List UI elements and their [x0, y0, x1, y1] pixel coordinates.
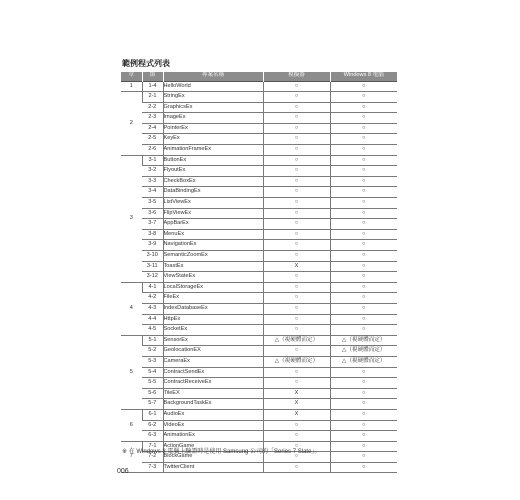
chapter-cell: 3 — [121, 155, 142, 282]
section-cell: 3-3 — [142, 176, 163, 187]
project-name-cell: BlockGame — [163, 452, 263, 463]
col-header-project: 專案名稱 — [163, 72, 263, 81]
project-name-cell: CameraEx — [163, 356, 263, 367]
project-name-cell: HttpEx — [163, 314, 263, 325]
windows8-support-cell: ○ — [330, 462, 397, 473]
emulator-support-cell: ○ — [263, 187, 330, 198]
section-cell: 2-2 — [142, 102, 163, 113]
section-cell: 5-2 — [142, 346, 163, 357]
footnote: ※ 在 Windows 8 電腦上驗證時是使用 Samsung 公司的「Series 7 Slate」。 — [122, 449, 321, 455]
section-cell: 3-7 — [142, 219, 163, 230]
windows8-support-cell: △（視硬體而定） — [330, 356, 397, 367]
project-name-cell: GraphicsEx — [163, 102, 263, 113]
table-row — [121, 113, 397, 124]
project-name-cell: AppBarEx — [163, 219, 263, 230]
emulator-support-cell: ○ — [263, 452, 330, 463]
windows8-support-cell: ○ — [330, 166, 397, 177]
project-name-cell: VideoEx — [163, 420, 263, 431]
emulator-support-cell: ○ — [263, 240, 330, 251]
table-row — [121, 282, 397, 293]
section-cell: 4-5 — [142, 325, 163, 336]
table-row — [121, 293, 397, 304]
table-row — [121, 155, 397, 166]
section-cell: 6-3 — [142, 431, 163, 442]
windows8-support-cell: ○ — [330, 81, 397, 92]
emulator-support-cell: ○ — [263, 346, 330, 357]
windows8-support-cell: ○ — [330, 441, 397, 452]
table-row — [121, 388, 397, 399]
emulator-support-cell: ○ — [263, 229, 330, 240]
page-number: 006 — [117, 468, 129, 475]
section-cell: 1-4 — [142, 81, 163, 92]
windows8-support-cell: ○ — [330, 187, 397, 198]
col-header-section: 節 — [142, 72, 163, 81]
windows8-support-cell: ○ — [330, 113, 397, 124]
project-name-cell: BackgroundTaskEx — [163, 399, 263, 410]
project-name-cell: ToastEx — [163, 261, 263, 272]
section-cell: 3-1 — [142, 155, 163, 166]
emulator-support-cell: ○ — [263, 145, 330, 156]
project-name-cell: PointerEx — [163, 123, 263, 134]
windows8-support-cell: ○ — [330, 431, 397, 442]
project-name-cell: ContractReceiveEx — [163, 378, 263, 389]
windows8-support-cell: ○ — [330, 208, 397, 219]
project-name-cell: FileEx — [163, 293, 263, 304]
emulator-support-cell: ○ — [263, 92, 330, 103]
windows8-support-cell: ○ — [330, 198, 397, 209]
windows8-support-cell: ○ — [330, 367, 397, 378]
project-name-cell: ListViewEx — [163, 198, 263, 209]
table-row — [121, 261, 397, 272]
emulator-support-cell: X — [263, 261, 330, 272]
emulator-support-cell: ○ — [263, 113, 330, 124]
table-row — [121, 431, 397, 442]
windows8-support-cell: ○ — [330, 251, 397, 262]
project-name-cell: AnimationFrameEx — [163, 145, 263, 156]
windows8-support-cell: ○ — [330, 452, 397, 463]
emulator-support-cell: ○ — [263, 208, 330, 219]
table-row — [121, 187, 397, 198]
windows8-support-cell: ○ — [330, 219, 397, 230]
section-cell: 2-5 — [142, 134, 163, 145]
project-name-cell: ImageEx — [163, 113, 263, 124]
table-row — [121, 346, 397, 357]
section-cell: 7-1 — [142, 441, 163, 452]
table-row — [121, 208, 397, 219]
windows8-support-cell: ○ — [330, 409, 397, 420]
project-name-cell: AudioEx — [163, 409, 263, 420]
emulator-support-cell: ○ — [263, 314, 330, 325]
section-cell: 3-6 — [142, 208, 163, 219]
emulator-support-cell: ○ — [263, 272, 330, 283]
project-name-cell: FlipViewEx — [163, 208, 263, 219]
project-name-cell: StringEx — [163, 92, 263, 103]
windows8-support-cell: ○ — [330, 261, 397, 272]
section-cell: 4-1 — [142, 282, 163, 293]
emulator-support-cell: ○ — [263, 198, 330, 209]
project-name-cell: TwitterClient — [163, 462, 263, 473]
emulator-support-cell: ○ — [263, 176, 330, 187]
project-name-cell: CheckBoxEx — [163, 176, 263, 187]
section-cell: 4-3 — [142, 303, 163, 314]
windows8-support-cell: ○ — [330, 399, 397, 410]
section-cell: 4-4 — [142, 314, 163, 325]
section-cell: 3-4 — [142, 187, 163, 198]
emulator-support-cell: X — [263, 388, 330, 399]
table-header-row — [121, 72, 397, 81]
table-row — [121, 399, 397, 410]
chapter-cell: 2 — [121, 92, 142, 156]
chapter-cell: 4 — [121, 282, 142, 335]
table-body — [121, 81, 397, 473]
project-name-cell: SemanticZoomEx — [163, 251, 263, 262]
section-cell: 2-6 — [142, 145, 163, 156]
section-cell: 3-11 — [142, 261, 163, 272]
windows8-support-cell: ○ — [330, 282, 397, 293]
project-name-cell: SensorEx — [163, 335, 263, 346]
emulator-support-cell: ○ — [263, 462, 330, 473]
table-row — [121, 166, 397, 177]
windows8-support-cell: ○ — [330, 123, 397, 134]
col-header-chapter: 章 — [121, 72, 142, 81]
windows8-support-cell: ○ — [330, 229, 397, 240]
table-row — [121, 356, 397, 367]
program-list-table — [121, 72, 397, 473]
table-row — [121, 219, 397, 230]
section-cell: 5-4 — [142, 367, 163, 378]
windows8-support-cell: ○ — [330, 240, 397, 251]
project-name-cell: HelloWorld — [163, 81, 263, 92]
project-name-cell: DataBindingEx — [163, 187, 263, 198]
windows8-support-cell: ○ — [330, 145, 397, 156]
project-name-cell: SocketEx — [163, 325, 263, 336]
emulator-support-cell: X — [263, 409, 330, 420]
table-row — [121, 272, 397, 283]
windows8-support-cell: ○ — [330, 176, 397, 187]
section-cell: 3-12 — [142, 272, 163, 283]
table-row — [121, 176, 397, 187]
section-cell: 5-5 — [142, 378, 163, 389]
table-row — [121, 81, 397, 92]
emulator-support-cell: ○ — [263, 219, 330, 230]
emulator-support-cell: ○ — [263, 155, 330, 166]
section-cell: 5-1 — [142, 335, 163, 346]
windows8-support-cell: ○ — [330, 303, 397, 314]
project-name-cell: IndexDatabaseEx — [163, 303, 263, 314]
section-cell: 3-10 — [142, 251, 163, 262]
table-row — [121, 123, 397, 134]
emulator-support-cell: ○ — [263, 367, 330, 378]
emulator-support-cell: ○ — [263, 303, 330, 314]
emulator-support-cell: ○ — [263, 441, 330, 452]
table-row — [121, 102, 397, 113]
windows8-support-cell: ○ — [330, 272, 397, 283]
chapter-cell: 6 — [121, 409, 142, 441]
page-title: 範例程式列表 — [122, 59, 170, 68]
windows8-support-cell: △（視硬體而定） — [330, 335, 397, 346]
project-name-cell: GeolocationEX — [163, 346, 263, 357]
section-cell: 6-1 — [142, 409, 163, 420]
table-row — [121, 367, 397, 378]
emulator-support-cell: ○ — [263, 134, 330, 145]
section-cell: 2-1 — [142, 92, 163, 103]
project-name-cell: NavigationEx — [163, 240, 263, 251]
emulator-support-cell: ○ — [263, 282, 330, 293]
windows8-support-cell: ○ — [330, 325, 397, 336]
emulator-support-cell: ○ — [263, 293, 330, 304]
col-header-windows8-pc: Windows 8 電腦 — [330, 72, 397, 81]
project-name-cell: AnimationEx — [163, 431, 263, 442]
emulator-support-cell: ○ — [263, 325, 330, 336]
table-row — [121, 378, 397, 389]
project-name-cell: LocalStorageEx — [163, 282, 263, 293]
windows8-support-cell: ○ — [330, 92, 397, 103]
project-name-cell: ViewStateEx — [163, 272, 263, 283]
section-cell: 5-6 — [142, 388, 163, 399]
emulator-support-cell: △（視硬體而定） — [263, 356, 330, 367]
table-row — [121, 409, 397, 420]
emulator-support-cell: X — [263, 399, 330, 410]
table-row — [121, 145, 397, 156]
emulator-support-cell: ○ — [263, 166, 330, 177]
table-row — [121, 325, 397, 336]
table-row — [121, 335, 397, 346]
windows8-support-cell: ○ — [330, 134, 397, 145]
section-cell: 2-3 — [142, 113, 163, 124]
table-row — [121, 134, 397, 145]
section-cell: 7-3 — [142, 462, 163, 473]
section-cell: 3-5 — [142, 198, 163, 209]
windows8-support-cell: ○ — [330, 102, 397, 113]
table-row — [121, 251, 397, 262]
table-row — [121, 240, 397, 251]
windows8-support-cell: ○ — [330, 388, 397, 399]
section-cell: 3-2 — [142, 166, 163, 177]
emulator-support-cell: ○ — [263, 81, 330, 92]
chapter-cell: 1 — [121, 81, 142, 92]
emulator-support-cell: ○ — [263, 420, 330, 431]
windows8-support-cell: ○ — [330, 420, 397, 431]
table-row — [121, 462, 397, 473]
section-cell: 3-9 — [142, 240, 163, 251]
emulator-support-cell: △（視硬體而定） — [263, 335, 330, 346]
windows8-support-cell: ○ — [330, 293, 397, 304]
table-row — [121, 420, 397, 431]
section-cell: 2-4 — [142, 123, 163, 134]
section-cell: 6-2 — [142, 420, 163, 431]
project-name-cell: ContractSendEx — [163, 367, 263, 378]
project-name-cell: ActionGame — [163, 441, 263, 452]
chapter-cell: 5 — [121, 335, 142, 409]
project-name-cell: TileEX — [163, 388, 263, 399]
emulator-support-cell: ○ — [263, 123, 330, 134]
project-name-cell: FlyoutEx — [163, 166, 263, 177]
windows8-support-cell: ○ — [330, 378, 397, 389]
project-name-cell: ButtonEx — [163, 155, 263, 166]
section-cell: 5-3 — [142, 356, 163, 367]
table-row — [121, 92, 397, 103]
col-header-emulator: 模擬器 — [263, 72, 330, 81]
emulator-support-cell: ○ — [263, 431, 330, 442]
emulator-support-cell: ○ — [263, 102, 330, 113]
section-cell: 4-2 — [142, 293, 163, 304]
chapter-cell: 7 — [121, 441, 142, 473]
project-name-cell: MenuEx — [163, 229, 263, 240]
table-row — [121, 229, 397, 240]
windows8-support-cell: ○ — [330, 314, 397, 325]
section-cell: 3-8 — [142, 229, 163, 240]
windows8-support-cell: △（視硬體而定） — [330, 346, 397, 357]
windows8-support-cell: ○ — [330, 155, 397, 166]
section-cell: 7-2 — [142, 452, 163, 463]
project-name-cell: KeyEx — [163, 134, 263, 145]
table-row — [121, 314, 397, 325]
table-row — [121, 303, 397, 314]
emulator-support-cell: ○ — [263, 251, 330, 262]
section-cell: 5-7 — [142, 399, 163, 410]
table-row — [121, 198, 397, 209]
emulator-support-cell: ○ — [263, 378, 330, 389]
